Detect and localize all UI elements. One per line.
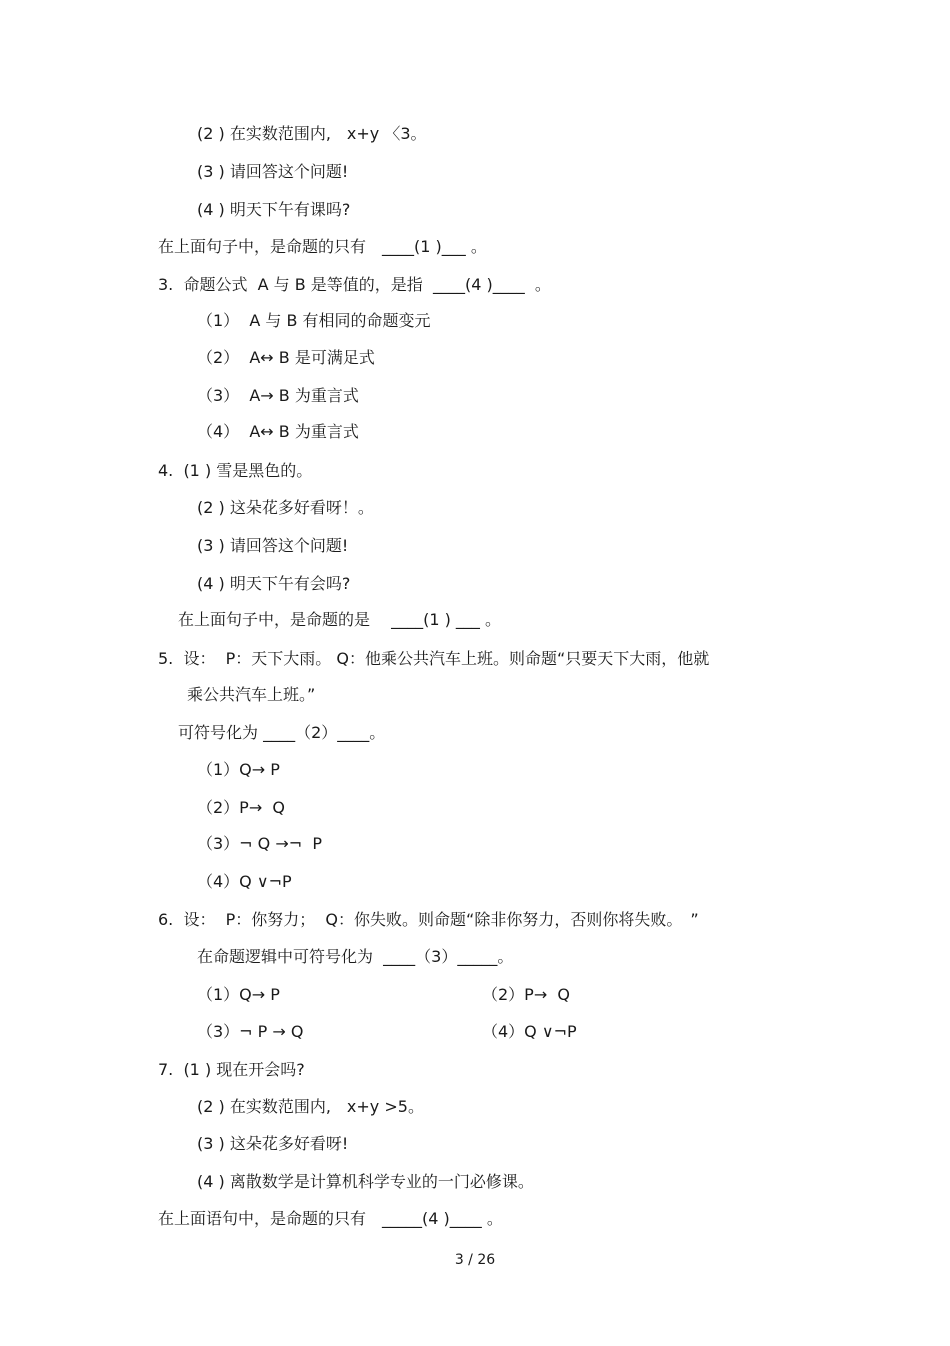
q3-option-4: （4） A↔ B 为重言式 [197,422,359,441]
q3-option-3: （3） A→ B 为重言式 [197,386,359,405]
q3-option-2: （2） A↔ B 是可满足式 [197,348,375,367]
q2-option-4: (4 ) 明天下午有课吗? [197,200,351,219]
q5-option-2: （2）P→ Q [197,798,286,817]
q5-option-1: （1）Q→ P [197,760,280,779]
q2-answer-line: 在上面句子中，是命题的只有 ____(1 )___ 。 [158,237,487,256]
q5-option-3: （3）¬ Q →¬ P [197,834,322,853]
q7-option-3: (3 ) 这朵花多好看呀! [197,1134,349,1153]
q3-stem: 3. 命题公式 A 与 B 是等值的，是指 ____(4 )____ 。 [158,275,551,294]
q6-option-3: （3）¬ P → Q [197,1022,304,1041]
q7-stem: 7. (1 ) 现在开会吗? [158,1060,305,1079]
q5-stem: 5. 设： P：天下大雨。 Q：他乘公共汽车上班。则命题“只要天下大雨，他就 [158,649,710,668]
q4-answer-line: 在上面句子中，是命题的是 ____(1 ) ___ 。 [178,610,502,629]
q7-option-4: (4 ) 离散数学是计算机科学专业的一门必修课。 [197,1172,534,1191]
q4-option-3: (3 ) 请回答这个问题! [197,536,349,555]
q6-answer-line: 在命题逻辑中可符号化为 ____（3）_____。 [197,947,514,966]
q6-stem: 6. 设： P：你努力； Q：你失败。则命题“除非你努力，否则你将失败。 ” [158,910,699,929]
q2-option-2: (2 ) 在实数范围内, x+y 〈3。 [197,124,427,143]
q7-option-2: (2 ) 在实数范围内, x+y >5。 [197,1097,424,1116]
q4-option-4: (4 ) 明天下午有会吗? [197,574,351,593]
q3-option-1: （1） A 与 B 有相同的命题变元 [197,311,431,330]
q5-stem-cont: 乘公共汽车上班。” [187,685,316,704]
q2-option-3: (3 ) 请回答这个问题! [197,162,349,181]
q7-answer-line: 在上面语句中，是命题的只有 _____(4 )____ 。 [158,1209,503,1228]
q4-option-2: (2 ) 这朵花多好看呀！。 [197,498,374,517]
q5-option-4: （4）Q ∨¬P [197,872,292,891]
page-number: 3 / 26 [454,1252,496,1268]
q6-option-4: （4）Q ∨¬P [482,1022,577,1041]
q4-stem: 4. (1 ) 雪是黑色的。 [158,461,313,480]
q6-option-2: （2）P→ Q [482,985,571,1004]
q5-answer-line: 可符号化为 ____（2）____。 [178,723,386,742]
q6-option-1: （1）Q→ P [197,985,280,1004]
